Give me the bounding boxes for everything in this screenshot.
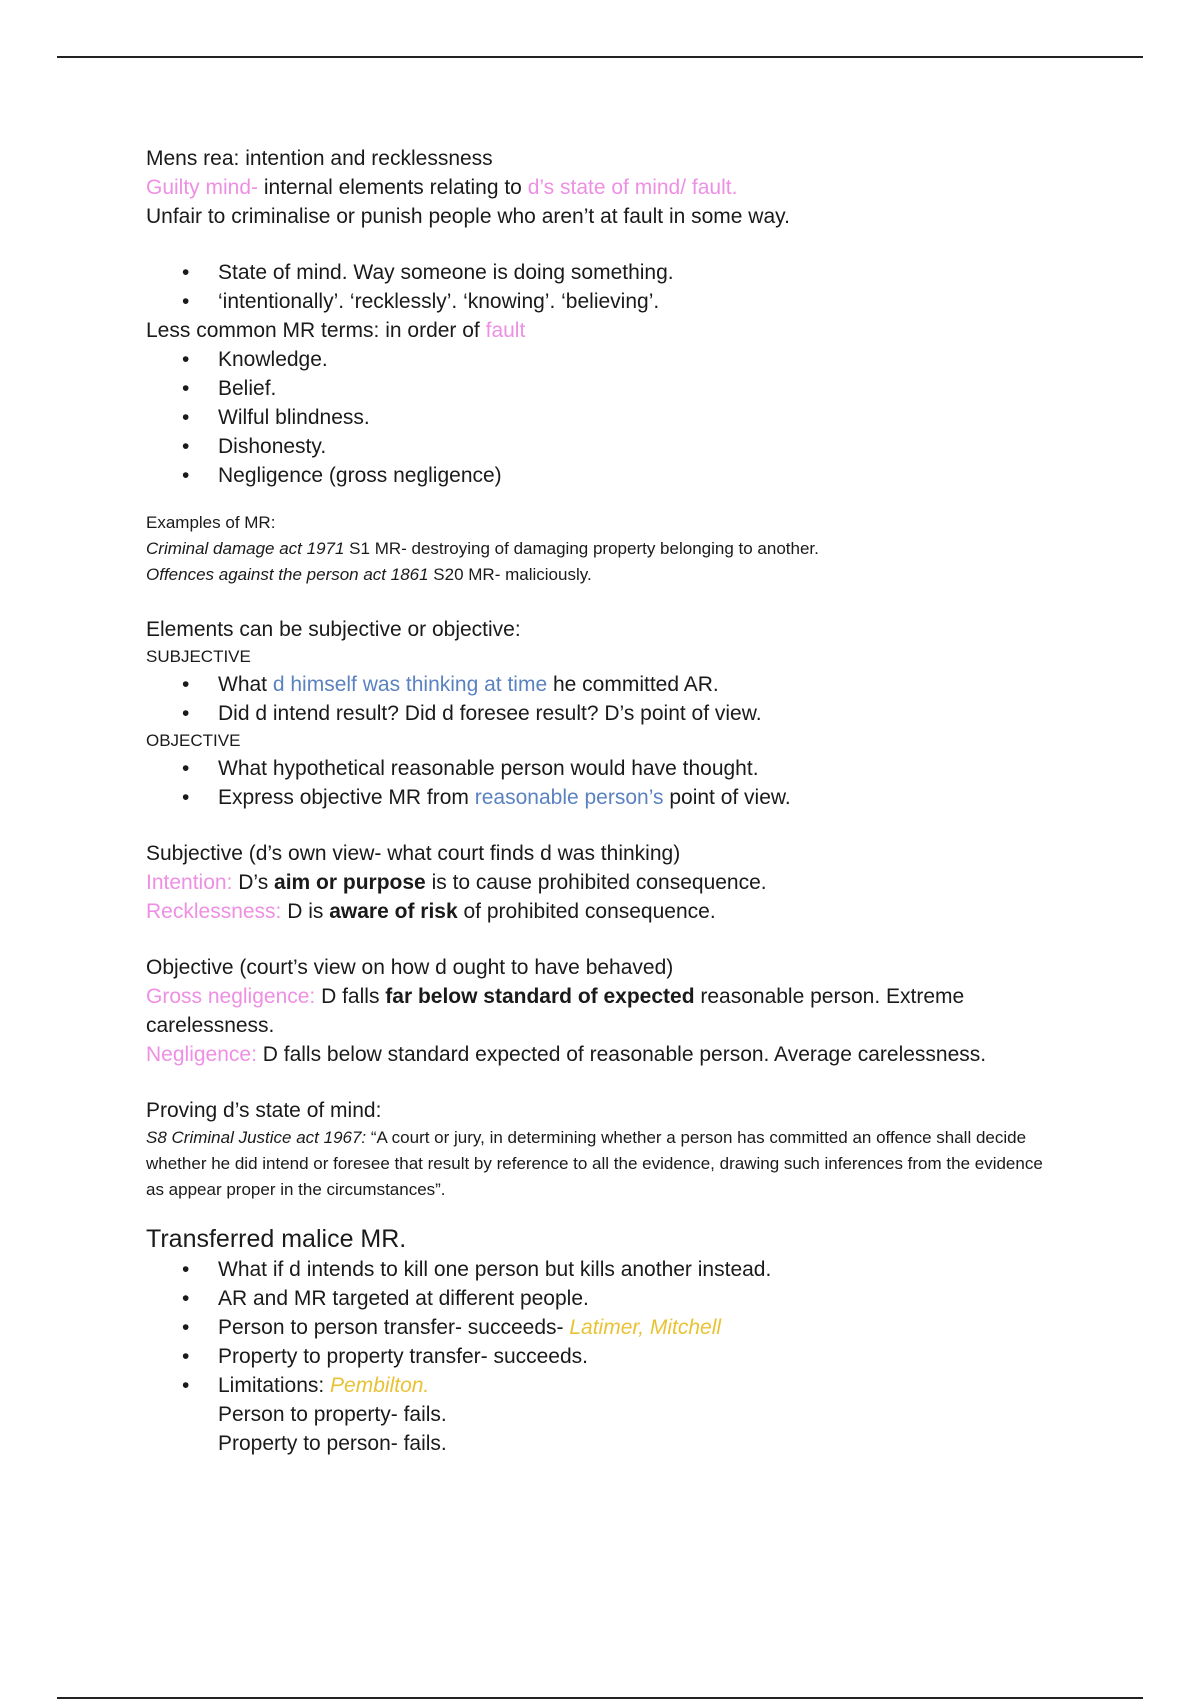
case-latimer-mitchell: Latimer, Mitchell: [569, 1316, 722, 1339]
guilty-mind-line: Guilty mind- internal elements relating to d’s state of mind/ fault.: [146, 176, 738, 199]
subjective-label: SUBJECTIVE: [146, 647, 251, 666]
page-title: Mens rea: intention and recklessness: [146, 147, 493, 170]
list-item: • Negligence (gross negligence): [146, 461, 1046, 490]
gross-negligence-line: Gross negligence: D falls far below standard of expected reasonable person. Extreme carelessness.: [146, 985, 965, 1037]
subjective-heading: Subjective (d’s own view- what court finds d was thinking): [146, 842, 681, 865]
proving-heading: Proving d’s state of mind:: [146, 1099, 382, 1122]
less-common-line: Less common MR terms: in order of fault: [146, 319, 526, 342]
list-item: • Dishonesty.: [146, 432, 1046, 461]
document-body: [146, 144, 1046, 1458]
example-criminal-damage: Criminal damage act 1971 S1 MR- destroying of damaging property belonging to another.: [146, 539, 819, 558]
footer-rule: [57, 1697, 1143, 1699]
list-item: • What d himself was thinking at time he committed AR.: [146, 670, 1046, 699]
statute-citation: S8 Criminal Justice act 1967:: [146, 1128, 367, 1147]
objective-list: [146, 754, 1046, 812]
limitation-property-to-person: Property to person- fails.: [218, 1432, 447, 1455]
list-item: • Limitations: Pembilton.: [146, 1371, 1046, 1400]
list-item: • Belief.: [146, 374, 1046, 403]
objective-heading: Objective (court’s view on how d ought to have behaved): [146, 956, 674, 979]
fault-highlight: fault: [485, 319, 526, 342]
transferred-malice-heading: Transferred malice MR.: [146, 1225, 407, 1253]
intention-term: Intention:: [146, 871, 233, 894]
list-item: • What hypothetical reasonable person would have thought.: [146, 754, 1046, 783]
limitation-person-to-property: Person to property- fails.: [218, 1403, 447, 1426]
list-item: • Person to person transfer- succeeds- Latimer, Mitchell: [146, 1313, 1046, 1342]
list-item: • Did d intend result? Did d foresee result? D’s point of view.: [146, 699, 1046, 728]
recklessness-line: Recklessness: D is aware of risk of prohibited consequence.: [146, 900, 716, 923]
examples-heading: Examples of MR:: [146, 513, 276, 532]
subjective-list: [146, 670, 1046, 728]
thinking-highlight: d himself was thinking at time: [272, 673, 548, 696]
state-of-mind-list: [146, 258, 1046, 316]
recklessness-term: Recklessness:: [146, 900, 282, 923]
unfair-line: Unfair to criminalise or punish people who aren’t at fault in some way.: [146, 205, 790, 228]
list-item: • Property to property transfer- succeeds.: [146, 1342, 1046, 1371]
criminal-justice-quote: S8 Criminal Justice act 1967: “A court or jury, in determining whether a person has committed an offence shall decide whether he did intend or foresee that result by reference to all the evidence, drawing such inferences from the evidence as appear proper in the circumstances”.: [146, 1128, 1043, 1199]
negligence-term: Negligence:: [146, 1043, 257, 1066]
transferred-malice-list: [146, 1255, 1046, 1400]
list-item: • State of mind. Way someone is doing something.: [146, 258, 1046, 287]
case-pembilton: Pembilton.: [330, 1374, 430, 1397]
less-common-list: [146, 345, 1046, 490]
list-item: • Knowledge.: [146, 345, 1046, 374]
list-item: • Express objective MR from reasonable person’s point of view.: [146, 783, 1046, 812]
intention-line: Intention: D’s aim or purpose is to cause prohibited consequence.: [146, 871, 767, 894]
example-offences-person: Offences against the person act 1861 S20 MR- maliciously.: [146, 565, 592, 584]
list-item: • Wilful blindness.: [146, 403, 1046, 432]
guilty-mind-term: Guilty mind-: [146, 176, 259, 199]
gross-negligence-term: Gross negligence:: [146, 985, 316, 1008]
objective-label: OBJECTIVE: [146, 731, 241, 750]
list-item: • ‘intentionally’. ‘recklessly’. ‘knowing’. ‘believing’.: [146, 287, 1046, 316]
reasonable-person-highlight: reasonable person’s: [474, 786, 664, 809]
list-item: • AR and MR targeted at different people.: [146, 1284, 1046, 1313]
negligence-line: Negligence: D falls below standard expected of reasonable person. Average carelessness.: [146, 1043, 987, 1066]
state-of-mind-highlight: d’s state of mind/ fault.: [527, 176, 738, 199]
list-item: • What if d intends to kill one person but kills another instead.: [146, 1255, 1046, 1284]
header-rule: [57, 56, 1143, 58]
elements-heading: Elements can be subjective or objective:: [146, 618, 521, 641]
